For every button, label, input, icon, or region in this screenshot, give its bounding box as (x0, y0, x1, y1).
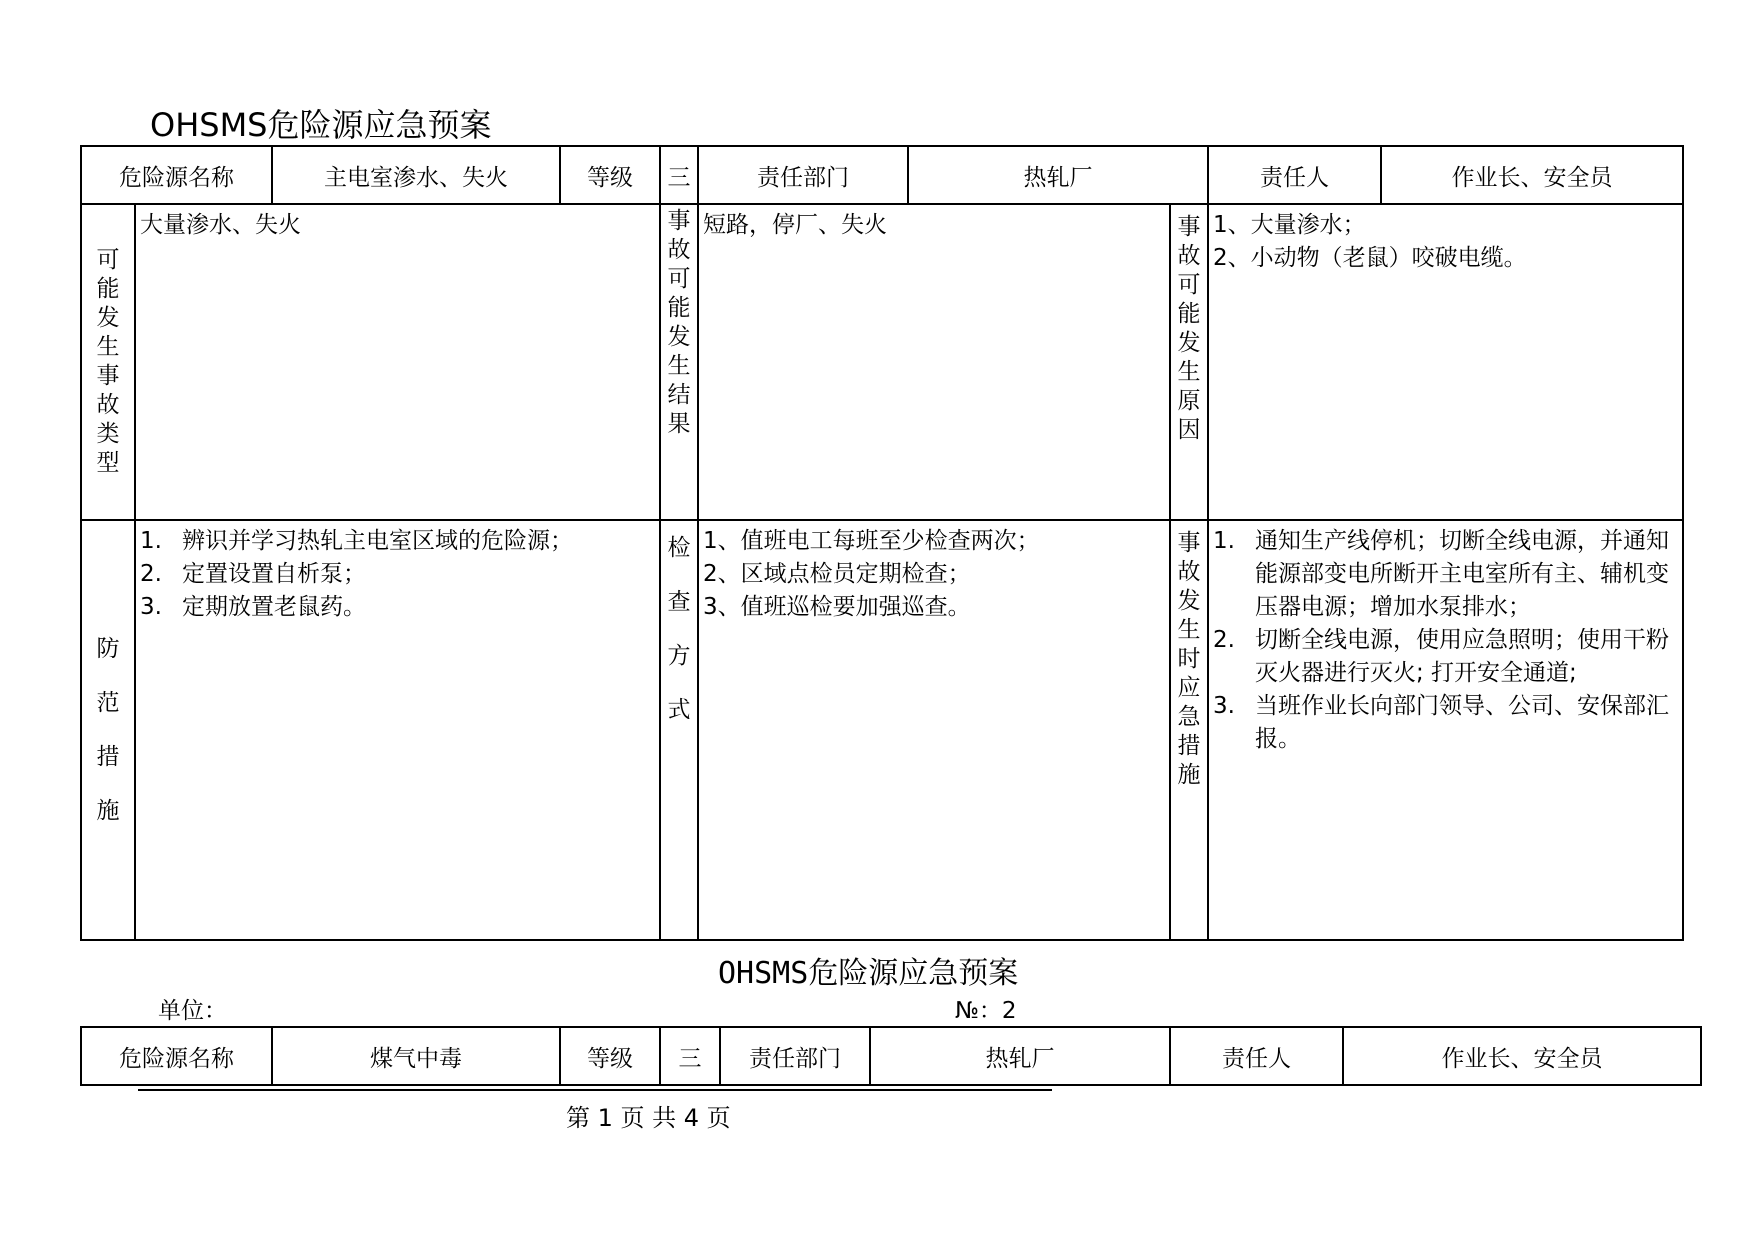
hazard-plan-table-2 (80, 1026, 1702, 1086)
prevention-label: 防 范 措 施 (81, 520, 135, 940)
list-item: 1. 通知生产线停机；切断全线电源，并通知能源部变电所断开主电室所有主、辅机变压器电源；增加水泵排水； (1213, 528, 1669, 620)
person-value: 作业长、安全员 (1343, 1027, 1701, 1085)
dept-label: 责任部门 (720, 1027, 870, 1085)
dept-label: 责任部门 (698, 146, 908, 204)
person-value: 作业长、安全员 (1381, 146, 1683, 204)
hazard-name-label: 危险源名称 (81, 146, 272, 204)
level-value: 三 (660, 146, 698, 204)
accident-cause-label: 事 故 可 能 发 生 原 因 (1170, 204, 1208, 520)
list-item: 3. 当班作业长向部门领导、公司、安保部汇报。 (1213, 693, 1669, 752)
inspection-label: 检 查 方 式 (660, 520, 698, 940)
level-label: 等级 (560, 1027, 660, 1085)
list-item: 2、小动物（老鼠）咬破电缆。 (1213, 245, 1527, 271)
footer-divider (138, 1089, 1052, 1091)
section-title-2 (718, 948, 1018, 992)
hazard-name-value: 主电室渗水、失火 (272, 146, 560, 204)
inspection-content (698, 520, 1170, 940)
dept-value: 热轧厂 (870, 1027, 1170, 1085)
header-row (81, 1027, 1701, 1085)
accident-result-label: 事 故 可 能 发 生 结 果 (660, 204, 698, 520)
emergency-label: 事 故 发 生 时 应 急 措 施 (1170, 520, 1208, 940)
measures-row (81, 520, 1683, 940)
list-item: 1、值班电工每班至少检查两次； (703, 528, 1040, 554)
page-number-footer: 第 1 页 共 4 页 (566, 1104, 731, 1132)
number-label: №：2 (955, 998, 1017, 1024)
dept-value: 热轧厂 (908, 146, 1208, 204)
list-item: 2. 定置设置自析泵； (140, 561, 366, 587)
page-title: OHSMS危险源应急预案 (150, 106, 492, 144)
list-item: 1、大量渗水； (1213, 212, 1366, 238)
section-title-zh: 危险源应急预案 (808, 956, 1019, 991)
accident-cause-content (1208, 204, 1683, 520)
hazard-name-value: 煤气中毒 (272, 1027, 560, 1085)
accident-type-label: 可 能 发 生 事 故 类 型 (81, 204, 135, 520)
accident-row (81, 204, 1683, 520)
level-label: 等级 (560, 146, 660, 204)
hazard-plan-table-1 (80, 145, 1684, 941)
section-title-latin: OHSMS (718, 956, 809, 991)
unit-label: 单位： (158, 998, 227, 1024)
emergency-content (1208, 520, 1683, 940)
person-label: 责任人 (1170, 1027, 1343, 1085)
list-item: 1. 辨识并学习热轧主电室区域的危险源； (140, 528, 573, 554)
hazard-name-label: 危险源名称 (81, 1027, 272, 1085)
prevention-content (135, 520, 660, 940)
list-item: 2、区域点检员定期检查； (703, 561, 971, 587)
header-row (81, 146, 1683, 204)
person-label: 责任人 (1208, 146, 1381, 204)
accident-result-content: 短路，停厂、失火 (698, 204, 1170, 520)
accident-type-content: 大量渗水、失火 (135, 204, 660, 520)
level-value: 三 (660, 1027, 720, 1085)
list-item: 3. 定期放置老鼠药。 (140, 594, 366, 620)
list-item: 3、值班巡检要加强巡查。 (703, 594, 971, 620)
list-item: 2. 切断全线电源，使用应急照明；使用干粉灭火器进行灭火; 打开安全通道; (1213, 627, 1669, 686)
